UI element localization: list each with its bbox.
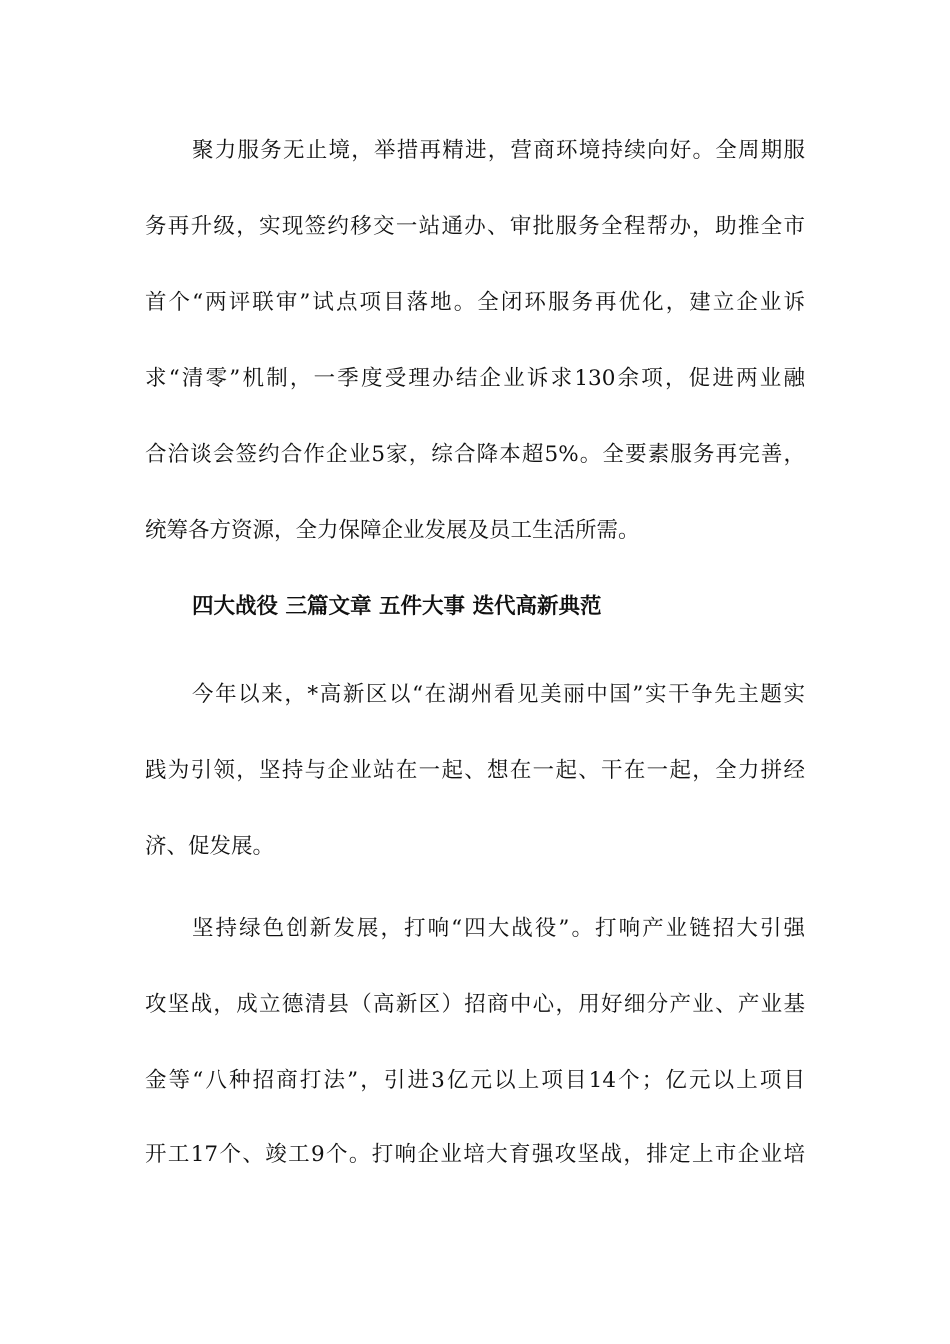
paragraph-line: 践为引领，坚持与企业站在一起、想在一起、干在一起，全力拼经 [145,758,805,783]
paragraph-line: 合洽谈会签约合作企业5家，综合降本超5%。全要素服务再完善， [145,442,805,467]
paragraph-line: 务再升级，实现签约移交一站通办、审批服务全程帮办，助推全市 [145,214,805,239]
paragraph-line: 首个“两评联审”试点项目落地。全闭环服务再优化，建立企业诉 [145,290,805,315]
paragraph-line: 攻坚战，成立德清县（高新区）招商中心，用好细分产业、产业基 [145,992,805,1017]
paragraph-line: 统筹各方资源，全力保障企业发展及员工生活所需。 [145,518,640,543]
paragraph-line: 聚力服务无止境，举措再精进，营商环境持续向好。全周期服 [192,138,805,163]
section-heading: 四大战役 三篇文章 五件大事 迭代高新典范 [192,594,602,619]
paragraph-line: 济、促发展。 [145,834,275,859]
paragraph-line: 金等“八种招商打法”，引进3亿元以上项目14个；亿元以上项目 [145,1068,805,1093]
paragraph-line: 坚持绿色创新发展，打响“四大战役”。打响产业链招大引强 [192,916,805,941]
paragraph-line: 求“清零”机制，一季度受理办结企业诉求130余项，促进两业融 [145,366,805,391]
paragraph-line: 开工17个、竣工9个。打响企业培大育强攻坚战，排定上市企业培 [145,1142,805,1167]
paragraph-line: 今年以来，*高新区以“在湖州看见美丽中国”实干争先主题实 [192,682,805,707]
